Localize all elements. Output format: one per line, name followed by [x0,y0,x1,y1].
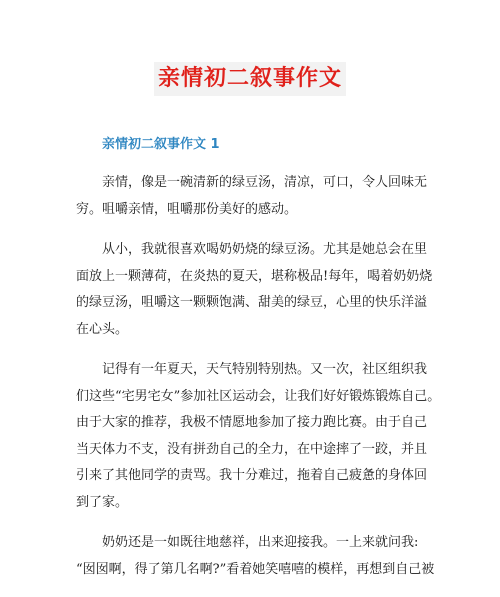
paragraph-line: 到了家。 [76,494,129,510]
paragraph-line: 面放上一颗薄荷，在炎热的夏天，堪称极品!每年，喝着奶奶烧 [76,268,433,284]
document-title: 亲情初二叙事作文 [154,62,346,96]
title-container [0,62,500,96]
section-heading: 亲情初二叙事作文 1 [102,137,220,152]
paragraph-line: 们这些“宅男宅女”参加社区运动会，让我们好好锻炼锻炼自己。 [76,388,441,404]
paragraph-line: 奶奶还是一如既往地慈祥，出来迎接我。一上来就问我: [102,535,419,550]
paragraph-line: 从小，我就很喜欢喝奶奶烧的绿豆汤。尤其是她总会在里 [102,242,428,257]
paragraph-line: 引来了其他同学的责骂。我十分难过，拖着自己疲惫的身体回 [76,468,428,483]
paragraph-line: “囡囡啊，得了第几名啊?”看着她笑嘻嘻的模样，再想到自己被 [76,561,435,577]
paragraph-line: 的绿豆汤，咀嚼这一颗颗饱满、甜美的绿豆，心里的快乐洋溢 [76,295,428,310]
paragraph-line: 记得有一年夏天，天气特别特别热。又一次，社区组织我 [102,362,428,377]
paragraph-line: 由于大家的推荐，我极不情愿地参加了接力跑比赛。由于自己 [76,415,428,430]
paragraph-line: 在心头。 [76,321,129,337]
paragraph-2 [76,237,433,343]
paragraph-line: 穷。咀嚼亲情，咀嚼那份美好的感动。 [76,201,298,217]
paragraph-line: 当天体力不支，没有拼劲自己的全力，在中途摔了一跤，并且 [76,441,428,457]
paragraph-1 [76,170,426,223]
document-body [76,170,441,597]
paragraph-3 [76,357,441,516]
paragraph-4 [76,530,435,583]
paragraph-line: 亲情，像是一碗清新的绿豆汤，清凉，可口，令人回味无 [102,175,428,190]
